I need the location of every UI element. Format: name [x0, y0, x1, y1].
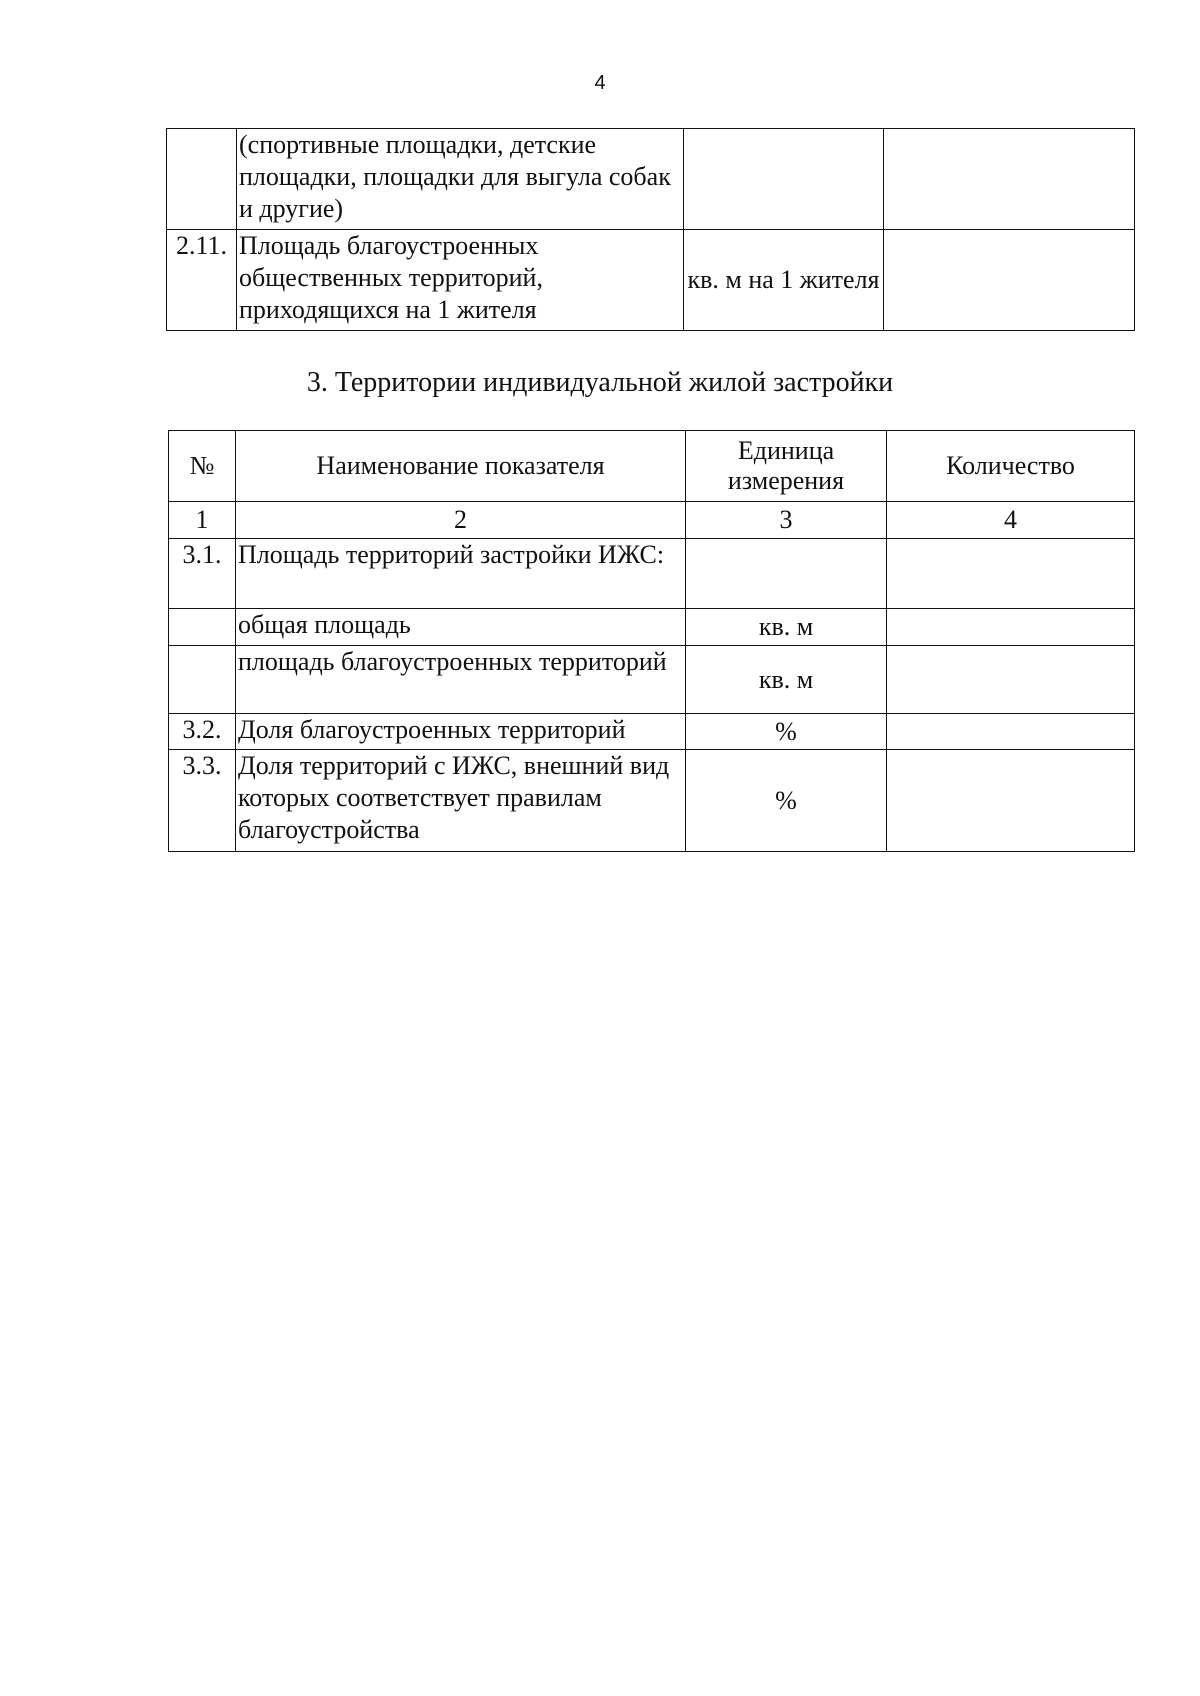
row-number — [169, 609, 236, 646]
header-indicator-name: Наименование показателя — [236, 431, 686, 502]
column-number: 3 — [686, 502, 887, 539]
column-number: 4 — [887, 502, 1135, 539]
indicator-unit — [686, 539, 887, 609]
indicator-unit: кв. м — [686, 609, 887, 646]
indicator-unit — [684, 129, 884, 230]
header-number: № — [169, 431, 236, 502]
indicator-unit: % — [686, 714, 887, 750]
indicator-name: Площадь благоустроенных общественных территорий, приходящихся на 1 жителя — [237, 230, 684, 331]
indicator-unit: % — [686, 750, 887, 852]
column-number: 2 — [236, 502, 686, 539]
row-number: 2.11. — [167, 230, 237, 331]
row-number: 3.3. — [169, 750, 236, 852]
row-number — [169, 646, 236, 714]
indicator-unit: кв. м — [686, 646, 887, 714]
column-number: 1 — [169, 502, 236, 539]
ijs-indicators-table — [168, 430, 1135, 852]
table-row — [169, 609, 1135, 646]
indicator-quantity — [887, 646, 1135, 714]
row-number: 3.2. — [169, 714, 236, 750]
row-number: 3.1. — [169, 539, 236, 609]
section-title: 3. Территории индивидуальной жилой застройки — [306, 367, 894, 398]
indicators-table-continued — [166, 128, 1135, 331]
indicator-name: площадь благоустроенных территорий — [236, 646, 686, 714]
indicator-quantity — [887, 750, 1135, 852]
header-unit: Единица измерения — [686, 431, 887, 502]
indicator-quantity — [887, 609, 1135, 646]
table-row — [169, 750, 1135, 852]
indicator-name: общая площадь — [236, 609, 686, 646]
table-row — [169, 714, 1135, 750]
indicator-quantity — [887, 714, 1135, 750]
indicator-unit: кв. м на 1 жителя — [684, 230, 884, 331]
row-number — [167, 129, 237, 230]
table-row — [167, 129, 1135, 230]
indicator-quantity — [887, 539, 1135, 609]
header-quantity: Количество — [887, 431, 1135, 502]
indicator-name: Площадь территорий застройки ИЖС: — [236, 539, 686, 609]
table-row — [167, 230, 1135, 331]
page-number: 4 — [594, 72, 606, 94]
table-row — [169, 539, 1135, 609]
column-number-row — [169, 502, 1135, 539]
indicator-quantity — [884, 230, 1135, 331]
indicator-quantity — [884, 129, 1135, 230]
indicator-name: Доля территорий с ИЖС, внешний вид которых соответствует правилам благоустройства — [236, 750, 686, 852]
indicator-name: Доля благоустроенных территорий — [236, 714, 686, 750]
table-header-row — [169, 431, 1135, 502]
table-row — [169, 646, 1135, 714]
indicator-name: (спортивные площадки, детские площадки, площадки для выгула собак и другие) — [237, 129, 684, 230]
